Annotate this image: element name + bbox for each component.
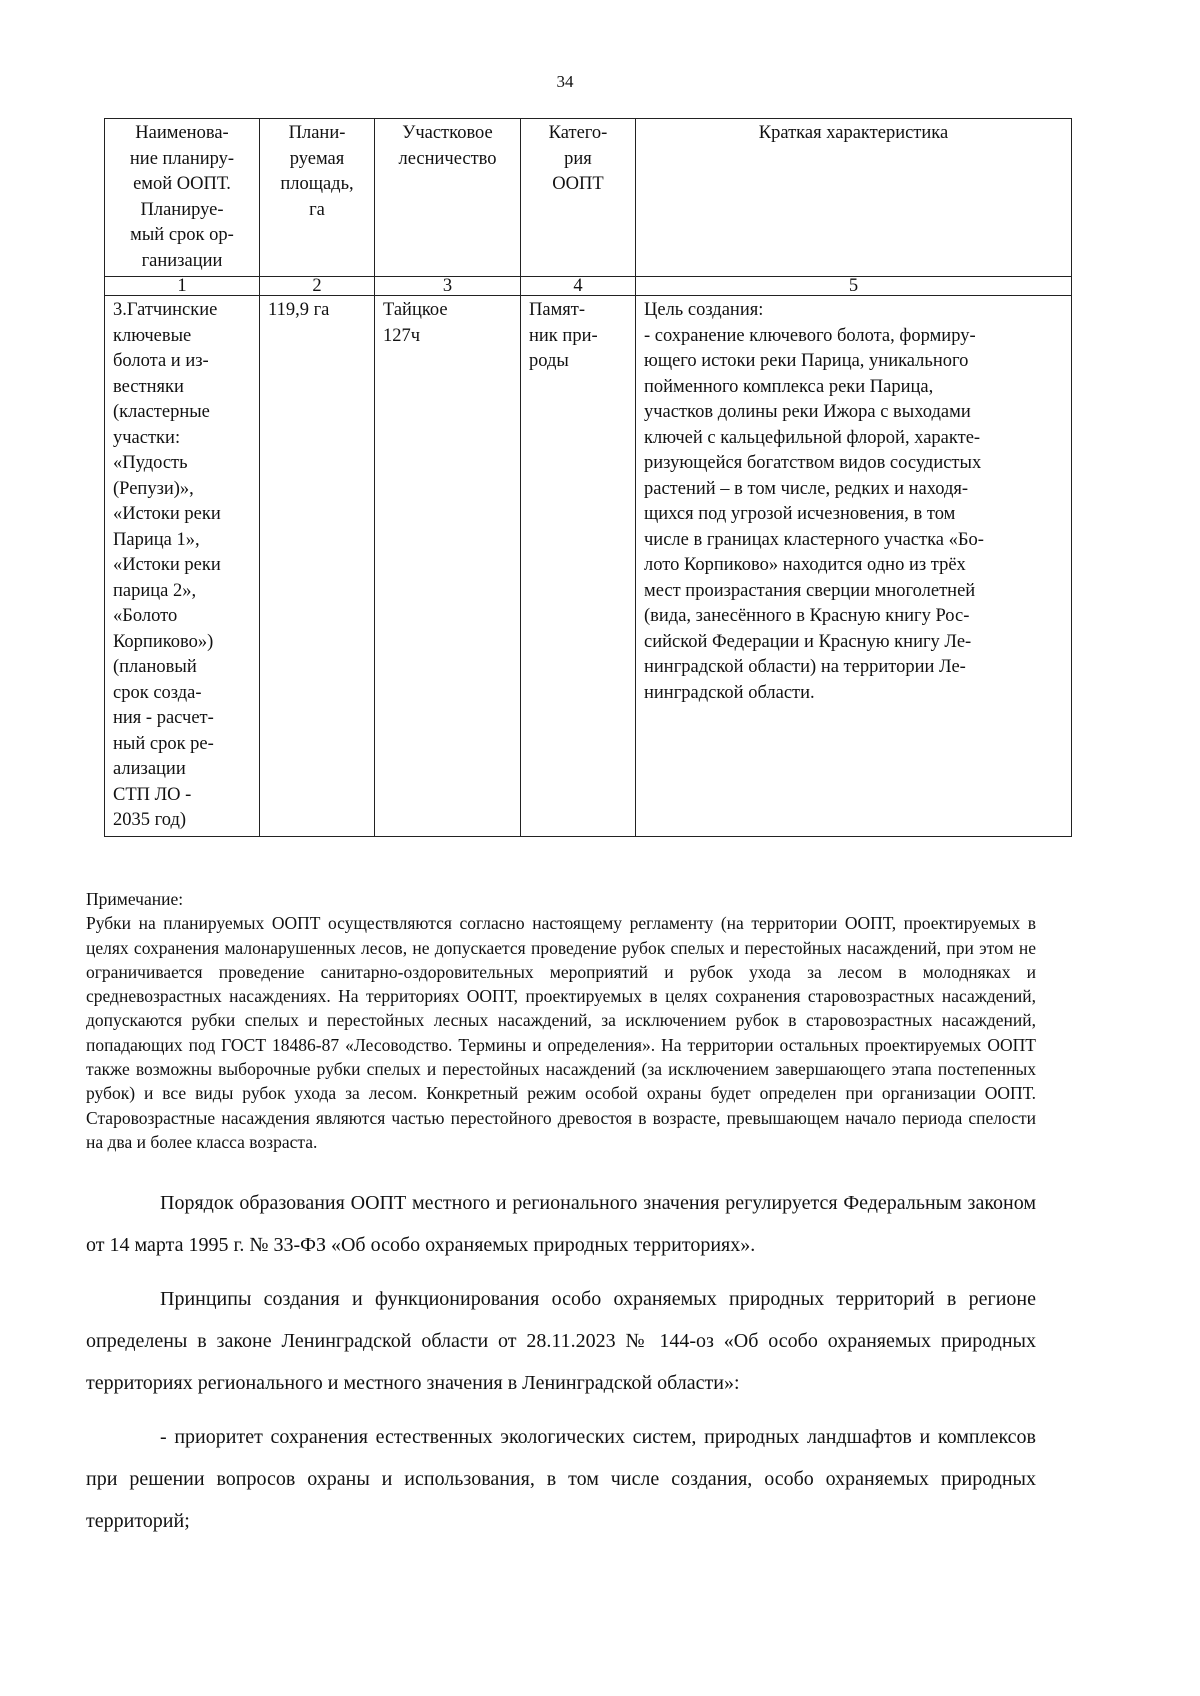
cell-line: «Истоки реки	[113, 504, 221, 524]
cell-line: растений – в том числе, редких и находя-	[644, 478, 969, 499]
column-number: 2	[260, 277, 375, 296]
description-cell	[636, 296, 1072, 837]
cell-line: нинградской области) на территории Ле-	[644, 657, 966, 677]
cell-line: «Истоки реки	[113, 555, 221, 575]
cell-line: нинградской области.	[644, 682, 815, 703]
forestry-cell	[375, 296, 521, 837]
cell-line: срок созда-	[113, 682, 202, 703]
cell-line: ализации	[113, 759, 186, 779]
cell-line: СТП ЛО -	[113, 784, 192, 805]
header-area-cell	[260, 119, 375, 277]
cell-line: пойменного комплекса реки Парица,	[644, 376, 934, 397]
cell-line: болота и из-	[113, 351, 209, 371]
table-row	[105, 296, 1072, 837]
cell-line: (плановый	[113, 657, 197, 677]
cell-line: Плани-	[288, 123, 346, 143]
cell-line: вестняки	[113, 376, 184, 397]
cell-line: Цель создания:	[644, 300, 764, 320]
cell-line: мый срок ор-	[130, 225, 234, 245]
note-title: Примечание:	[86, 889, 184, 909]
cell-line: участков долины реки Ижора с выходами	[644, 402, 971, 422]
cell-line: лото Корпиково» находится одно из трёх	[644, 555, 966, 575]
cell-line: роды	[529, 351, 569, 371]
cell-line: Планируе-	[140, 199, 224, 220]
note-text: Рубки на планируемых ООПТ осуществляются согласно настоящему регламенту (на территории ООПТ, проектируемых в целях сохранения малонарушенных лесов, не допускается проведение рубок спелых и перестойных насаждений, при этом не ограничивается проведение санитарно-оздоровительных мероприятий и рубок ухода за лесом в молодняках и средневозрастных насаждениях. На территориях ООПТ, проектируемых в целях сохранения старовозрастных насаждений, допускаются рубки спелых и перестойных лесных насаждений, за исключением рубок в старовозрастных насаждений, попадающих под ГОСТ 18486-87 «Лесоводство. Термины и определения». На территории остальных проектируемых ООПТ также возможны выборочные рубки спелых и перестойных насаждений (за исключением завершающего этапа постепенных рубок) и все виды рубок ухода за лесом. Конкретный режим особой охраны будет определен при организации ООПТ. Старовозрастные насаждения являются частью перестойного древостоя в возрасте, превышающем начало периода спелости на два и более класса возраста.	[86, 913, 1036, 1152]
cell-line: «Пудость	[113, 453, 188, 473]
cell-line: площадь,	[280, 174, 354, 194]
header-category-cell	[521, 119, 636, 277]
area-cell: 119,9 га	[260, 296, 375, 837]
cell-line: участки:	[113, 427, 181, 448]
cell-line: ющего истоки реки Парица, уникального	[644, 351, 969, 371]
column-number: 1	[105, 277, 260, 296]
cell-line: Участковое	[402, 123, 493, 143]
cell-line: емой ООПТ.	[133, 174, 231, 194]
cell-line: 127ч	[383, 325, 421, 346]
body-text	[86, 1182, 1036, 1554]
cell-line: ООПТ	[552, 174, 604, 194]
cell-line: Катего-	[548, 123, 608, 143]
table-header-row	[105, 119, 1072, 277]
column-number: 4	[521, 277, 636, 296]
cell-line: руемая	[289, 148, 345, 169]
cell-line: ризующейся богатством видов сосудистых	[644, 453, 982, 473]
cell-line: Памят-	[529, 300, 586, 320]
cell-line: Краткая характеристика	[758, 123, 949, 143]
oopt-table	[104, 118, 1072, 837]
cell-line: ния - расчет-	[113, 708, 214, 728]
cell-line: ганизации	[141, 250, 223, 271]
header-description-cell	[636, 119, 1072, 277]
column-number: 3	[375, 277, 521, 296]
cell-line: 2035 год)	[113, 810, 187, 830]
cell-line: ник при-	[529, 325, 598, 346]
header-name-cell	[105, 119, 260, 277]
note-block	[86, 887, 1036, 1154]
cell-line: (кластерные	[113, 402, 210, 422]
oopt-name-cell	[105, 296, 260, 837]
cell-line: рия	[564, 148, 592, 169]
cell-line: (вида, занесённого в Красную книгу Рос-	[644, 606, 970, 626]
header-forestry-cell	[375, 119, 521, 277]
column-number-row	[105, 277, 1072, 296]
category-cell	[521, 296, 636, 837]
paragraph: - приоритет сохранения естественных экологических систем, природных ландшафтов и комплексов при решении вопросов охраны и использования, в том числе создания, особо охраняемых природных территорий;	[86, 1426, 1036, 1532]
cell-line: «Болото	[113, 606, 178, 626]
page-number: 34	[556, 72, 574, 91]
cell-line: 3.Гатчинские	[113, 300, 218, 320]
cell-line: лесничество	[398, 148, 497, 169]
cell-line: Парица 1»,	[113, 529, 200, 550]
cell-line: ключей с кальцефильной флорой, характе-	[644, 427, 981, 448]
cell-line: ный срок ре-	[113, 733, 214, 754]
cell-line: - сохранение ключевого болота, формиру-	[644, 325, 976, 346]
cell-line: га	[309, 199, 325, 220]
cell-line: Корпиково»)	[113, 631, 214, 652]
cell-line: мест произрастания сверции многолетней	[644, 580, 976, 601]
cell-line: числе в границах кластерного участка «Бо-	[644, 529, 984, 550]
cell-line: сийской Федерации и Красную книгу Ле-	[644, 631, 972, 652]
paragraph: Порядок образования ООПТ местного и регионального значения регулируется Федеральным законом от 14 марта 1995 г. № 33-ФЗ «Об особо охраняемых природных территориях».	[86, 1192, 1036, 1256]
cell-line: щихся под угрозой исчезновения, в том	[644, 504, 956, 524]
cell-line: Тайцкое	[383, 300, 448, 320]
cell-line: ключевые	[113, 325, 192, 346]
cell-line: Наименова-	[135, 123, 229, 143]
column-number: 5	[636, 277, 1072, 296]
cell-line: (Репузи)»,	[113, 478, 194, 499]
cell-line: ние планиру-	[129, 148, 235, 169]
paragraph: Принципы создания и функционирования особо охраняемых природных территорий в регионе определены в законе Ленинградской области от 28.11.2023 № 144-оз «Об особо охраняемых природных территориях регионального и местного значения в Ленинградской области»:	[86, 1288, 1036, 1394]
cell-line: парица 2»,	[113, 580, 197, 601]
